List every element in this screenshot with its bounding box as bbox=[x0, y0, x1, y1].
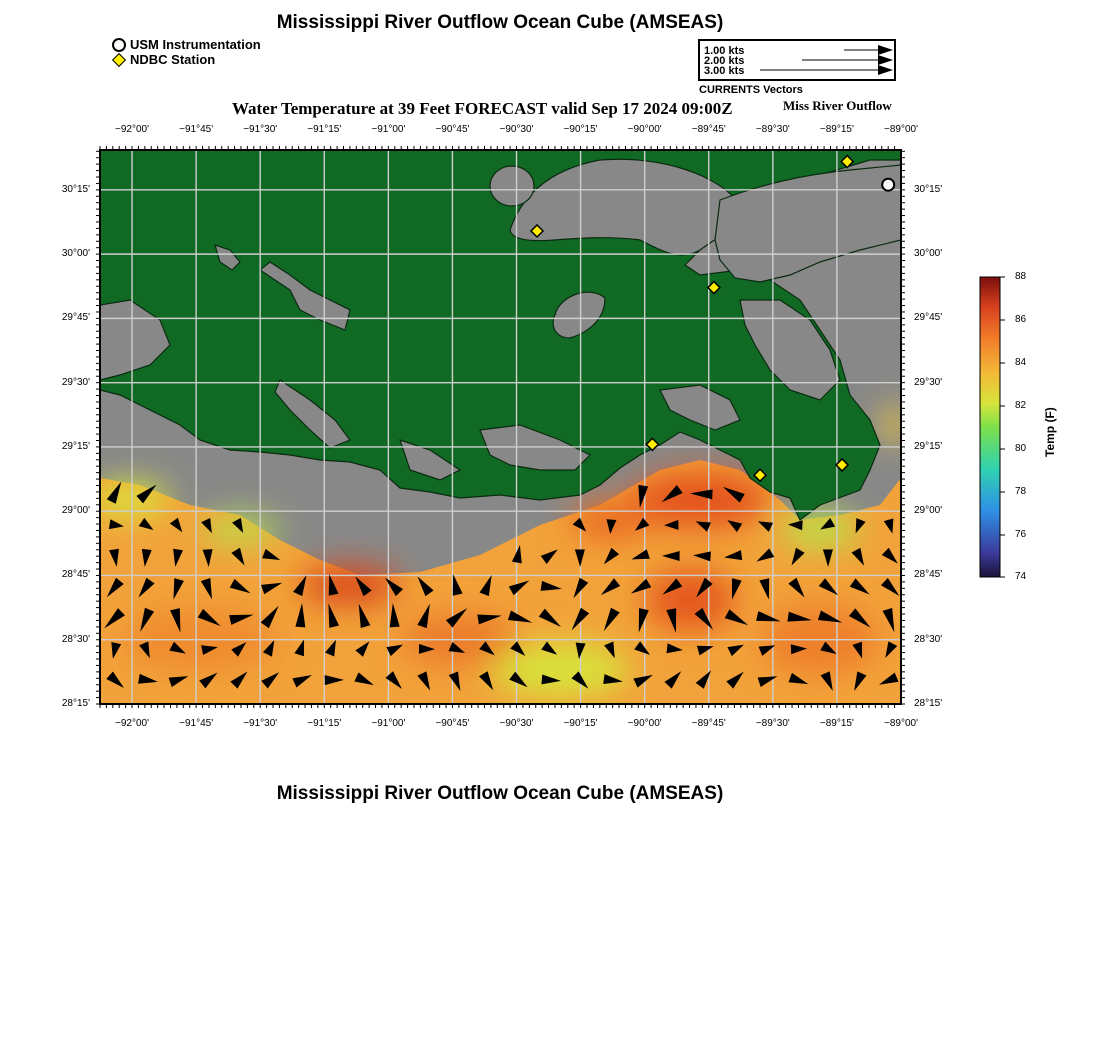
lon-tick-label: −92°00' bbox=[115, 124, 150, 135]
lon-tick-label: −89°15' bbox=[819, 124, 854, 135]
lat-tick-label: 30°00' bbox=[914, 248, 943, 260]
lat-tick-label: 28°30' bbox=[61, 633, 90, 645]
lat-tick-label: 29°45' bbox=[914, 312, 943, 324]
lon-tick-label: −91°45' bbox=[179, 124, 214, 135]
cb-tick-80: 80 bbox=[1015, 443, 1027, 454]
lon-tick-label: −90°30' bbox=[499, 718, 534, 729]
lat-tick-label: 29°15' bbox=[914, 440, 943, 452]
lon-tick-label: −91°30' bbox=[243, 124, 278, 135]
lat-tick-label: 29°30' bbox=[914, 376, 943, 388]
lat-tick-label: 30°15' bbox=[61, 183, 90, 195]
usm-station-marker[interactable] bbox=[882, 179, 894, 191]
lon-tick-label: −89°45' bbox=[691, 124, 726, 135]
lon-tick-label: −89°30' bbox=[755, 718, 790, 729]
lat-tick-label: 29°30' bbox=[61, 376, 90, 388]
lon-tick-label: −92°00' bbox=[115, 718, 150, 729]
lon-tick-label: −91°30' bbox=[243, 718, 278, 729]
vector-legend-2: 2.00 kts bbox=[704, 55, 745, 67]
lat-tick-label: 29°15' bbox=[61, 440, 90, 452]
bottom-title: Mississippi River Outflow Ocean Cube (AMSEAS) bbox=[276, 783, 724, 804]
cb-tick-74: 74 bbox=[1015, 571, 1027, 582]
lon-tick-label: −90°45' bbox=[435, 124, 470, 135]
lon-tick-label: −90°15' bbox=[563, 124, 598, 135]
region-label: Miss River Outflow bbox=[783, 98, 892, 113]
cb-tick-76: 76 bbox=[1015, 529, 1027, 540]
lat-tick-label: 28°30' bbox=[914, 633, 943, 645]
cb-tick-84: 84 bbox=[1015, 357, 1027, 368]
lat-tick-label: 30°15' bbox=[914, 183, 943, 195]
lat-tick-label: 28°45' bbox=[914, 569, 943, 581]
lon-tick-label: −89°45' bbox=[691, 718, 726, 729]
vector-legend-3: 3.00 kts bbox=[704, 65, 745, 77]
lon-tick-label: −90°45' bbox=[435, 718, 470, 729]
cb-tick-82: 82 bbox=[1015, 400, 1027, 411]
lon-tick-label: −90°15' bbox=[563, 718, 598, 729]
lon-tick-label: −91°00' bbox=[371, 718, 406, 729]
lon-tick-label: −89°00' bbox=[884, 124, 918, 135]
colorbar-title: Temp (F) bbox=[1043, 407, 1057, 457]
lon-tick-label: −91°45' bbox=[179, 718, 214, 729]
vector-legend-title: CURRENTS Vectors bbox=[699, 84, 803, 96]
lon-tick-label: −91°15' bbox=[307, 124, 342, 135]
lon-tick-label: −90°00' bbox=[627, 124, 662, 135]
ndbc-legend-label: NDBC Station bbox=[130, 52, 216, 67]
lat-tick-label: 29°45' bbox=[61, 312, 90, 324]
lat-tick-label: 29°00' bbox=[914, 505, 943, 517]
lon-tick-label: −89°15' bbox=[819, 718, 854, 729]
lat-tick-label: 30°00' bbox=[61, 248, 90, 260]
cb-tick-88: 88 bbox=[1015, 271, 1027, 282]
lon-tick-label: −91°00' bbox=[371, 124, 406, 135]
lon-tick-label: −90°00' bbox=[627, 718, 662, 729]
lon-tick-label: −89°00' bbox=[884, 718, 918, 729]
usm-legend-label: USM Instrumentation bbox=[130, 37, 261, 52]
colorbar bbox=[975, 272, 1015, 584]
lat-tick-label: 28°15' bbox=[914, 698, 943, 709]
map-subtitle: Water Temperature at 39 Feet FORECAST valid Sep 17 2024 09:00Z bbox=[232, 99, 733, 118]
cb-tick-78: 78 bbox=[1015, 486, 1027, 497]
lon-tick-label: −90°30' bbox=[499, 124, 534, 135]
lat-tick-label: 28°15' bbox=[61, 698, 90, 709]
lat-tick-label: 29°00' bbox=[61, 505, 90, 517]
lon-tick-label: −89°30' bbox=[755, 124, 790, 135]
map-title: Mississippi River Outflow Ocean Cube (AMSEAS) bbox=[276, 12, 724, 33]
lon-tick-label: −91°15' bbox=[307, 718, 342, 729]
lat-tick-label: 28°45' bbox=[61, 569, 90, 581]
vector-legend-1: 1.00 kts bbox=[704, 45, 745, 57]
cb-tick-86: 86 bbox=[1015, 314, 1027, 325]
